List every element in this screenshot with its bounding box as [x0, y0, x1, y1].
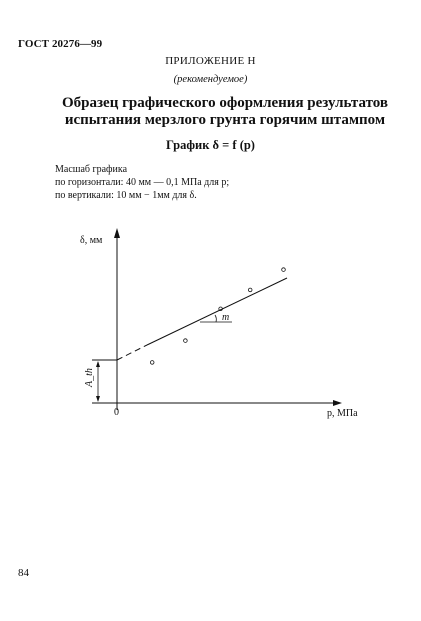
scale-horizontal: по горизонтали: 40 мм — 0,1 МПа для p; — [55, 177, 230, 188]
appendix-heading: ПРИЛОЖЕНИЕ Н — [165, 55, 256, 67]
graph-subtitle: График δ = f (p) — [166, 138, 255, 152]
title-line-1: Образец графического оформления результатов — [62, 95, 388, 111]
page-number: 84 — [18, 567, 29, 579]
x-axis-arrow — [333, 400, 342, 406]
x-axis-label: p, МПа — [327, 408, 358, 419]
angle-label: m — [222, 312, 230, 323]
intercept-arrow-bottom — [96, 396, 100, 402]
data-point — [282, 268, 286, 272]
intercept-arrow-top — [96, 361, 100, 367]
scale-vertical: по вертикали: 10 мм − 1мм для δ. — [55, 190, 197, 201]
data-points — [150, 268, 285, 364]
scale-heading: Масшаб графика — [55, 164, 128, 175]
title-line-2: испытания мерзлого грунта горячим штампом — [64, 112, 386, 128]
standard-code: ГОСТ 20276—99 — [18, 38, 103, 50]
recommended-note: (рекомендуемое) — [173, 74, 248, 85]
angle-arc — [215, 315, 216, 322]
data-point — [184, 339, 188, 343]
intercept-label: A_th — [84, 368, 95, 387]
y-axis-label: δ, мм — [80, 235, 103, 246]
origin-label: 0 — [114, 407, 119, 418]
trend-line — [147, 278, 287, 345]
data-point — [248, 288, 252, 292]
y-axis-arrow — [114, 228, 120, 238]
trend-extrapolation — [117, 345, 147, 360]
data-point — [150, 361, 154, 365]
